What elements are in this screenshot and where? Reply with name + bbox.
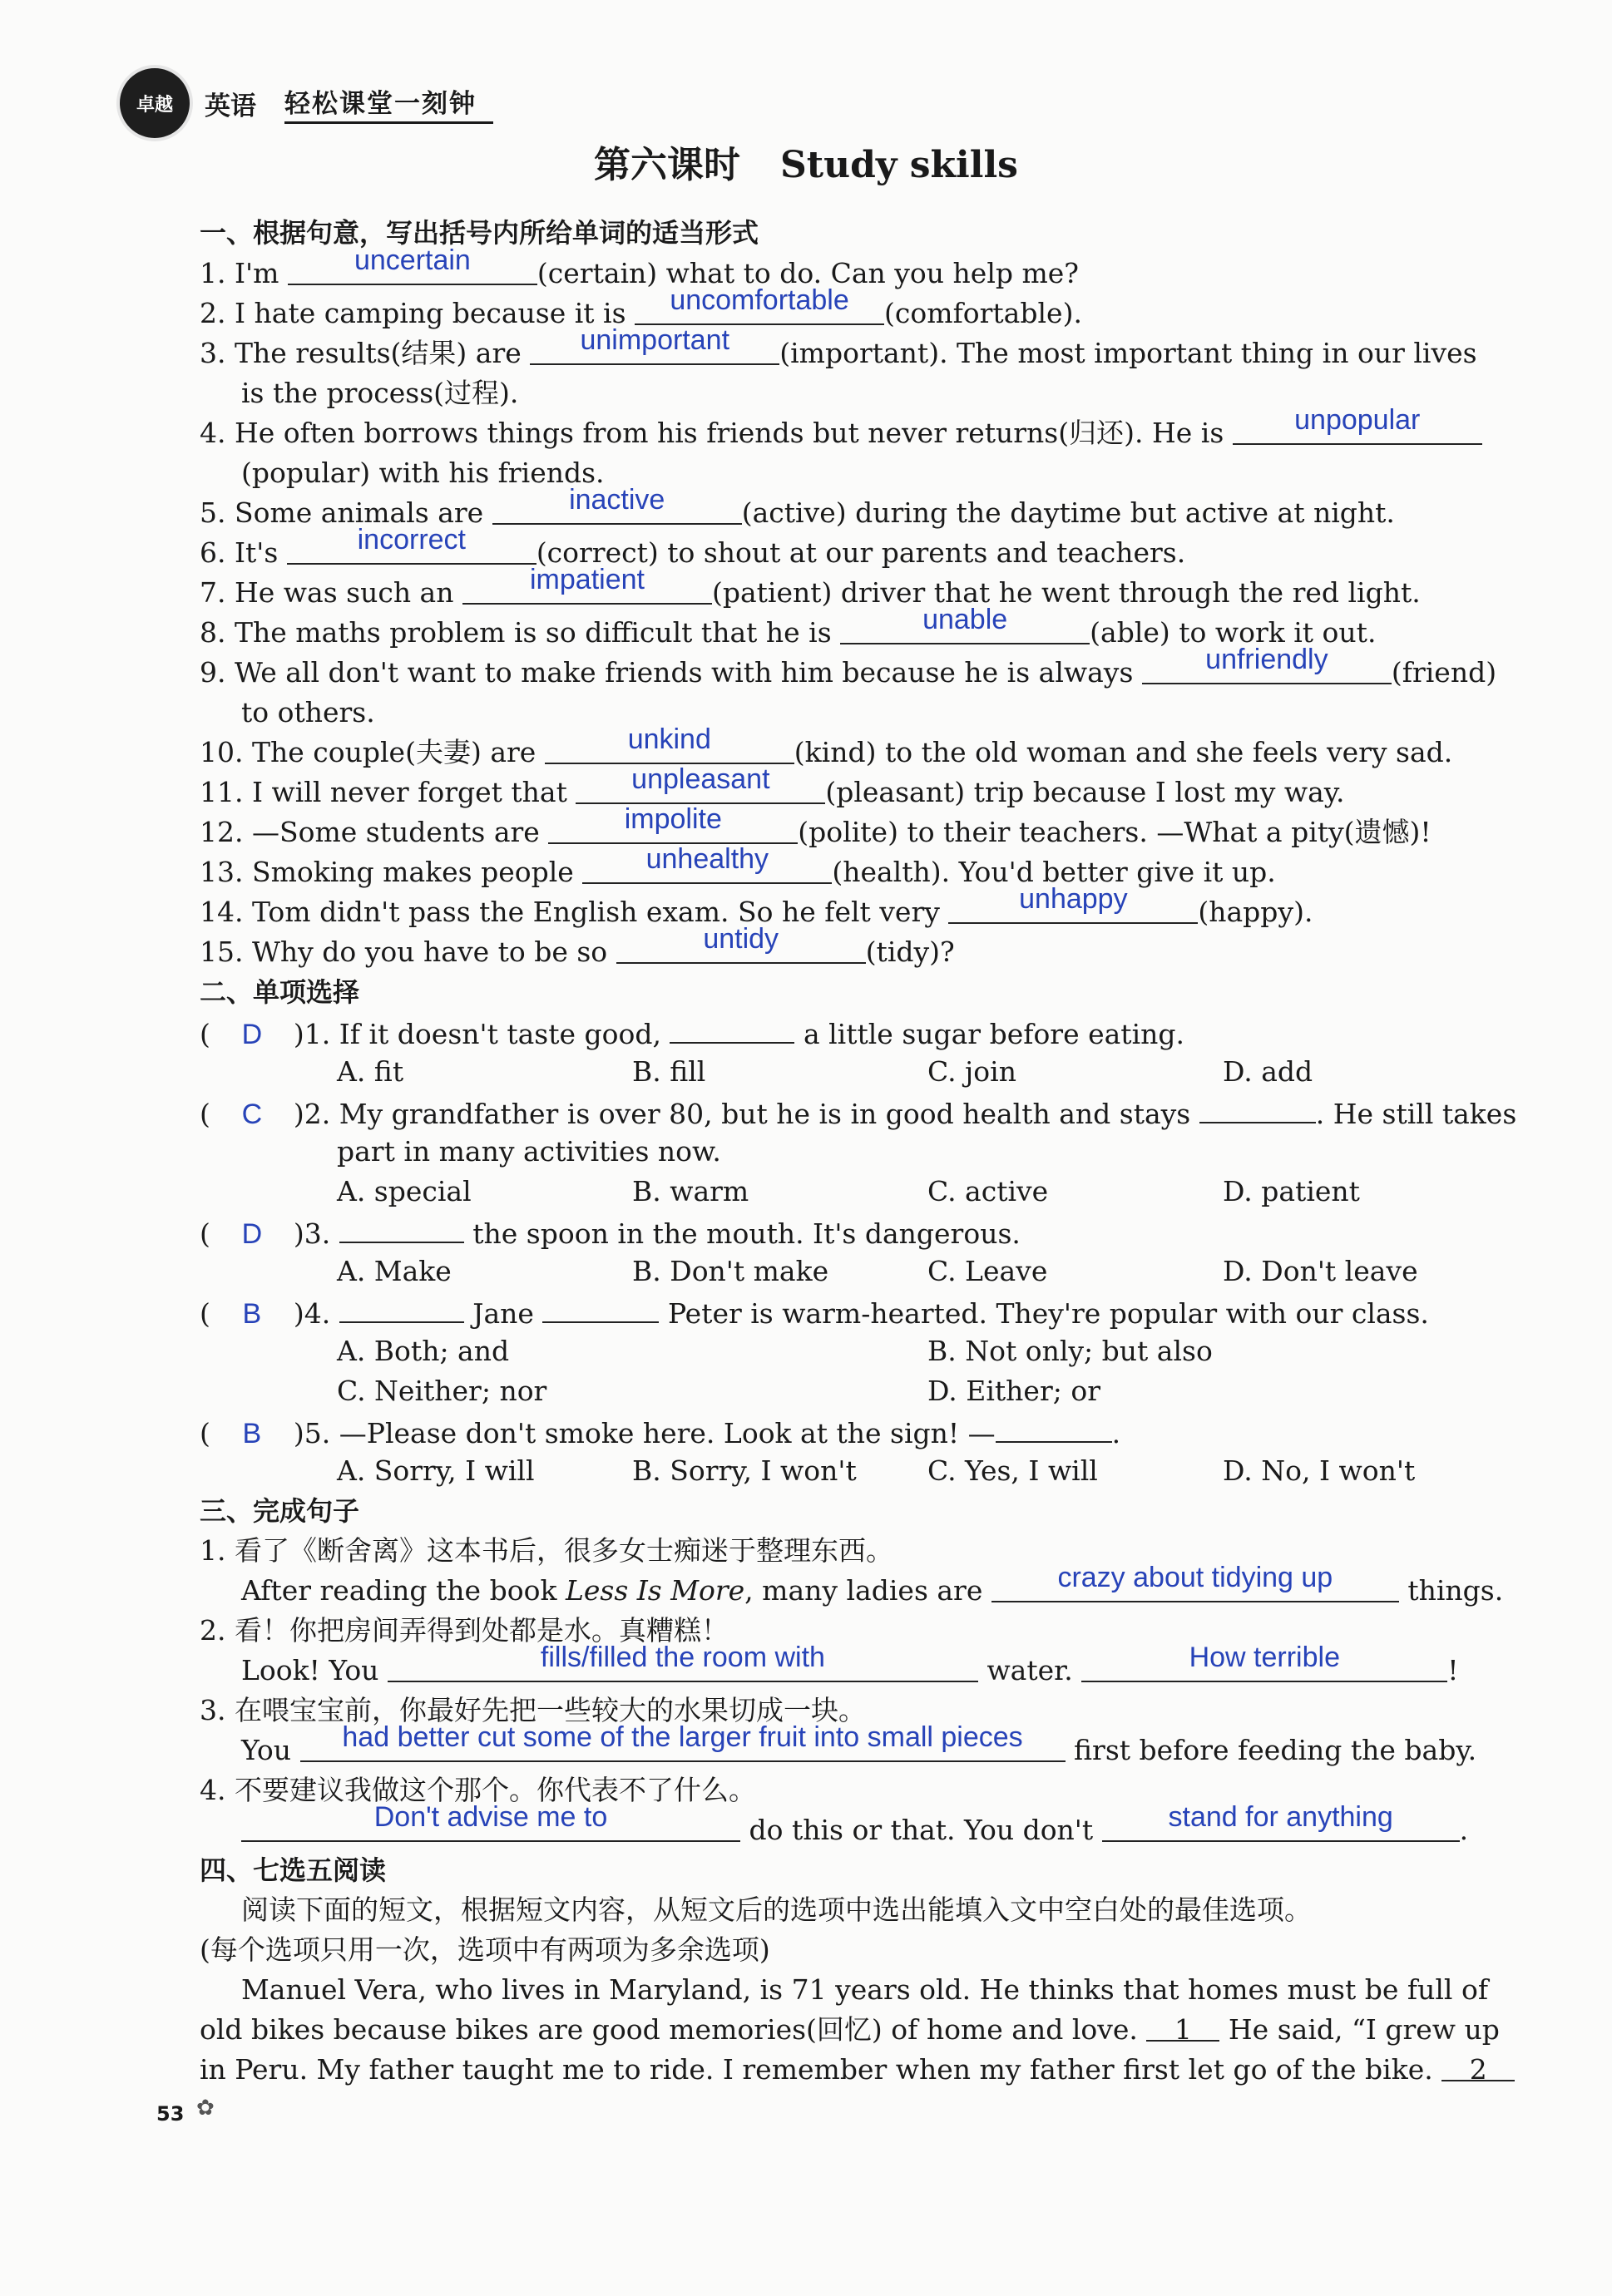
- question-1-4-cont: (popular) with his friends.: [241, 457, 605, 489]
- page-title: [0, 135, 1612, 188]
- question-1-7: 7. He was such an impatient (patient) driver that he went through the red light.: [200, 564, 1421, 609]
- option-d: D. patient: [1223, 1175, 1360, 1207]
- question-1-11: 11. I will never forget that unpleasant (pleasant) trip because I lost my way.: [200, 763, 1345, 808]
- answer-text: unhealthy: [645, 843, 769, 875]
- question-1-9: 9. We all don't want to make friends with him because he is always unfriendly (friend): [200, 644, 1497, 689]
- answer-blank: [1102, 1801, 1460, 1842]
- answer-text: incorrect: [357, 524, 466, 555]
- question-2-3: ( D )3. the spoon in the mouth. It's dangerous.: [200, 1212, 1021, 1254]
- title-zh: 第六课时: [594, 144, 741, 186]
- choice-answer: B: [242, 1298, 262, 1330]
- answer-text: unpleasant: [631, 763, 770, 795]
- option-c: C. join: [927, 1055, 1016, 1088]
- question-1-10: 10. The couple(夫妻) are unkind (kind) to the old woman and she feels very sad.: [200, 723, 1453, 768]
- answer-text: How terrible: [1189, 1642, 1340, 1673]
- answer-blank: [241, 1801, 740, 1842]
- choice-answer: D: [241, 1218, 263, 1250]
- question-1-14: 14. Tom didn't pass the English exam. So he felt very unhappy (happy).: [200, 883, 1313, 928]
- question-1-3-cont: is the process(过程).: [241, 377, 519, 409]
- question-1-15: 15. Why do you have to be so untidy (tidy)?: [200, 923, 955, 968]
- answer-text: stand for anything: [1168, 1801, 1393, 1833]
- answer-blank: [339, 1291, 464, 1323]
- publisher-logo: 卓越: [116, 65, 193, 141]
- passage-blank-2: 2: [1441, 2050, 1515, 2081]
- choice-answer: C: [241, 1099, 263, 1130]
- answer-blank: [288, 244, 537, 285]
- answer-text: unfriendly: [1205, 644, 1328, 675]
- instructions-line-1: 阅读下面的短文，根据短文内容，从短文后的选项中选出能填入文中空白处的最佳选项。: [241, 1894, 1312, 1926]
- answer-text: uncomfortable: [670, 284, 849, 316]
- answer-blank: [287, 524, 537, 565]
- question-1-13: 13. Smoking makes people unhealthy (health). You'd better give it up.: [200, 843, 1276, 888]
- question-2-1: ( D )1. If it doesn't taste good, a little sugar before eating.: [200, 1012, 1184, 1054]
- passage-line-3: in Peru. My father taught me to ride. I remember when my father first let go of the bike. 2: [200, 2050, 1515, 2090]
- question-1-8: 8. The maths problem is so difficult that he is unable (able) to work it out.: [200, 604, 1377, 649]
- answer-blank: [492, 484, 742, 525]
- answer-blank: [996, 1411, 1112, 1443]
- answer-blank: [582, 843, 832, 884]
- question-1-4: 4. He often borrows things from his friends but never returns(归还). He is unpopular: [200, 413, 1482, 453]
- answer-text: unable: [922, 604, 1008, 635]
- question-3-2: Look! You fills/filled the room with water. How terrible !: [241, 1642, 1459, 1686]
- question-2-4: ( B )4. Jane Peter is warm-hearted. They're popular with our class.: [200, 1291, 1429, 1334]
- passage-line-1: Manuel Vera, who lives in Maryland, is 71 years old. He thinks that homes must be full of: [241, 1973, 1489, 2006]
- option-a: A. Sorry, I will: [337, 1454, 535, 1487]
- subject-label: 英语: [205, 91, 256, 121]
- question-3-1-zh: 1. 看了《断舍离》这本书后，很多女士痴迷于整理东西。: [200, 1534, 893, 1567]
- question-3-2-zh: 2. 看！你把房间弄得到处都是水。真糟糕！: [200, 1614, 729, 1647]
- answer-text: unhappy: [1019, 883, 1128, 915]
- question-2-2-cont: part in many activities now.: [337, 1135, 721, 1168]
- page-number: 53: [156, 2102, 185, 2126]
- question-3-4: Don't advise me to do this or that. You don't stand for anything .: [241, 1810, 1468, 1850]
- title-en: Study skills: [780, 144, 1018, 186]
- answer-blank: [1199, 1092, 1316, 1123]
- option-b: B. Sorry, I won't: [632, 1454, 857, 1487]
- question-1-12: 12. —Some students are impolite (polite) to their teachers. —What a pity(遗憾)!: [200, 803, 1432, 848]
- answer-blank: [339, 1212, 464, 1243]
- option-a: A. Both; and: [337, 1335, 510, 1367]
- answer-text: had better cut some of the larger fruit into small pieces: [342, 1721, 1023, 1753]
- answer-text: fills/filled the room with: [540, 1642, 825, 1673]
- option-c: C. Neither; nor: [337, 1375, 547, 1407]
- answer-blank: [1081, 1642, 1447, 1682]
- choice-answer: B: [242, 1418, 262, 1449]
- answer-blank: [462, 564, 712, 605]
- page-header: [116, 65, 493, 141]
- choice-answer: D: [241, 1019, 263, 1050]
- answer-blank: [635, 284, 884, 325]
- answer-text: impatient: [530, 564, 645, 595]
- answer-text: untidy: [703, 923, 779, 955]
- answer-text: inactive: [569, 484, 665, 516]
- answer-text: uncertain: [354, 244, 471, 276]
- option-b: B. warm: [632, 1175, 749, 1207]
- answer-blank: [948, 883, 1198, 924]
- answer-blank: [840, 604, 1090, 644]
- answer-blank: [530, 324, 779, 365]
- option-a: A. fit: [337, 1055, 404, 1088]
- question-3-1: After reading the book Less Is More, many ladies are crazy about tidying up things.: [241, 1562, 1504, 1607]
- option-d: D. Don't leave: [1223, 1255, 1418, 1287]
- book-title: Less Is More: [565, 1574, 745, 1607]
- question-1-9-cont: to others.: [241, 696, 375, 728]
- option-d: D. add: [1223, 1055, 1313, 1088]
- passage-line-2: old bikes because bikes are good memories(回忆) of home and love. 1 He said, “I grew up: [200, 2010, 1500, 2050]
- option-a: A. special: [337, 1175, 472, 1207]
- answer-blank: [576, 763, 825, 804]
- answer-text: unkind: [627, 723, 711, 755]
- option-b: B. fill: [632, 1055, 706, 1088]
- question-1-1: 1. I'm uncertain (certain) what to do. Can you help me?: [200, 244, 1079, 289]
- option-c: C. Leave: [927, 1255, 1048, 1287]
- question-3-3: You had better cut some of the larger fruit into small pieces first before feeding the baby.: [241, 1721, 1477, 1766]
- question-3-3-zh: 3. 在喂宝宝前，你最好先把一些较大的水果切成一块。: [200, 1694, 866, 1726]
- answer-blank: [1142, 644, 1392, 684]
- section-heading-3: 三、完成句子: [200, 1495, 360, 1527]
- passage-blank-1: 1: [1146, 2010, 1219, 2042]
- question-1-3: 3. The results(结果) are unimportant (important). The most important thing in our lives: [200, 324, 1477, 369]
- answer-text: unimportant: [580, 324, 730, 356]
- answer-blank: [616, 923, 866, 964]
- instructions-line-2: (每个选项只用一次，选项中有两项为多余选项): [200, 1933, 770, 1966]
- question-1-6: 6. It's incorrect (correct) to shout at our parents and teachers.: [200, 524, 1186, 569]
- answer-text: crazy about tidying up: [1057, 1562, 1333, 1593]
- answer-blank: [548, 803, 798, 844]
- section-heading-2: 二、单项选择: [200, 976, 360, 1008]
- option-b: B. Not only; but also: [927, 1335, 1213, 1367]
- page-decoration-icon: ✿: [196, 2096, 215, 2121]
- answer-text: unpopular: [1294, 404, 1421, 436]
- answer-text: impolite: [624, 803, 722, 835]
- option-a: A. Make: [337, 1255, 452, 1287]
- answer-blank: [991, 1562, 1399, 1602]
- question-1-2: 2. I hate camping because it is uncomfortable (comfortable).: [200, 284, 1082, 329]
- question-1-5: 5. Some animals are inactive (active) during the daytime but active at night.: [200, 484, 1395, 529]
- question-2-2: ( C )2. My grandfather is over 80, but he is in good health and stays . He still takes: [200, 1092, 1516, 1134]
- answer-blank: [545, 723, 794, 764]
- question-2-5: ( B )5. —Please don't smoke here. Look at the sign! — .: [200, 1411, 1120, 1454]
- option-d: D. No, I won't: [1223, 1454, 1416, 1487]
- answer-blank: [1233, 404, 1482, 445]
- section-heading-4: 四、七选五阅读: [200, 1854, 387, 1886]
- answer-blank: [542, 1291, 659, 1323]
- answer-blank: [388, 1642, 978, 1682]
- question-3-4-zh: 4. 不要建议我做这个那个。你代表不了什么。: [200, 1774, 756, 1806]
- option-b: B. Don't make: [632, 1255, 829, 1287]
- option-c: C. Yes, I will: [927, 1454, 1098, 1487]
- answer-blank: [670, 1012, 794, 1044]
- option-d: D. Either; or: [927, 1375, 1100, 1407]
- answer-text: Don't advise me to: [373, 1801, 608, 1833]
- section-heading-1: 一、根据句意，写出括号内所给单词的适当形式: [200, 217, 759, 249]
- option-c: C. active: [927, 1175, 1049, 1207]
- series-label: 轻松课堂一刻钟: [284, 82, 493, 124]
